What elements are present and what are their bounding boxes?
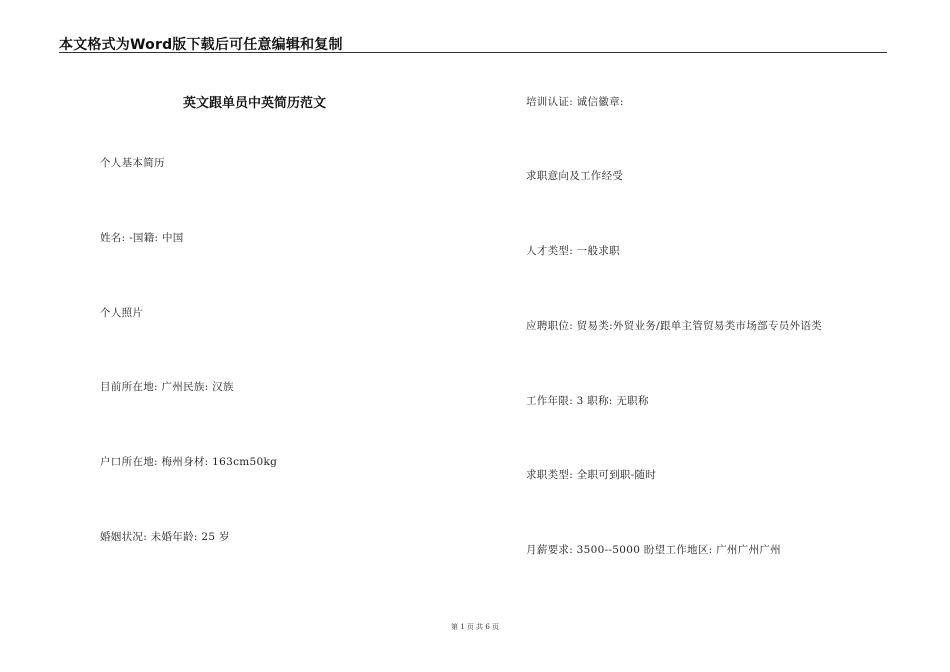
left-line-name-nationality: 姓名: -国籍: 中国 [100, 232, 184, 244]
document-title: 英文跟单员中英简历范文 [183, 96, 327, 111]
header-divider [59, 52, 887, 53]
right-line-job-type: 求职类型: 全职可到职-随时 [526, 469, 657, 481]
right-line-applied-position: 应聘职位: 贸易类:外贸业务/跟单主管贸易类市场部专员外语类 [526, 320, 822, 332]
right-line-certification: 培训认证: 诚信徽章: [526, 96, 624, 108]
right-line-work-years: 工作年限: 3 职称: 无职称 [526, 395, 649, 407]
left-line-basic-resume: 个人基本简历 [100, 157, 165, 169]
page-header-title: 本文格式为Word版下载后可任意编辑和复制 [59, 37, 343, 53]
left-line-hukou-height: 户口所在地: 梅州身材: 163cm50kg [100, 456, 278, 468]
right-line-talent-type: 人才类型: 一般求职 [526, 245, 620, 257]
left-line-marital-age: 婚姻状况: 未婚年龄: 25 岁 [100, 531, 230, 543]
left-line-location-ethnicity: 目前所在地: 广州民族: 汉族 [100, 381, 234, 393]
page-footer-number: 第 1 页 共 6 页 [450, 623, 500, 631]
right-line-job-intent-heading: 求职意向及工作经受 [526, 170, 624, 182]
left-line-photo: 个人照片 [100, 307, 144, 319]
right-line-salary-region: 月薪要求: 3500--5000 盼望工作地区: 广州广州广州 [526, 544, 781, 556]
